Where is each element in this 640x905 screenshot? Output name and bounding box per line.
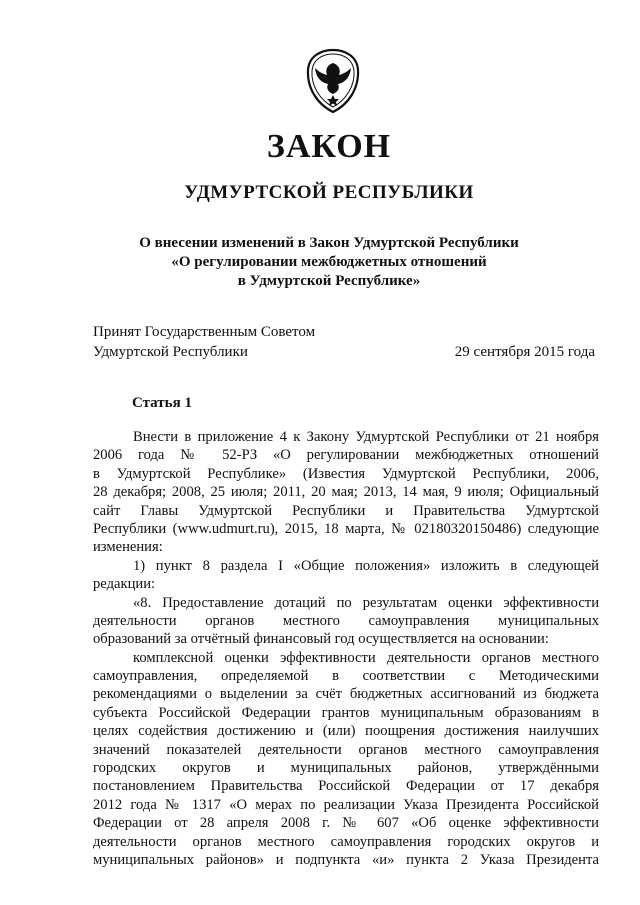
body-line: сайт Главы Удмуртской Республики и Правительства Удмуртской	[93, 502, 599, 519]
law-name	[0, 234, 640, 291]
law-name-line-2: «О регулировании межбюджетных отношений	[171, 254, 487, 270]
body-line: «8. Предоставление дотаций по результатам оценки эффективности	[133, 594, 599, 611]
body-line: муниципальных районов» и подпункта «и» пункта 2 Указа Президента	[93, 851, 599, 868]
body-line: рекомендациями о выделении за счёт бюджетных ассигнований из бюджета	[93, 686, 599, 703]
adopted-by-line-1: Принят Государственным Советом	[93, 324, 316, 340]
body-line: Федерации от 28 апреля 2008 г. № 607 «Об оценке эффективности	[93, 815, 599, 832]
article-body	[93, 428, 599, 869]
adoption-date: 29 сентября 2015 года	[454, 344, 595, 360]
body-line: деятельности органов местного самоуправления городских округов и	[93, 833, 599, 850]
body-line: Республики (www.udmurt.ru), 2015, 18 марта, № 02180320150486) следующие	[93, 520, 599, 537]
body-line: комплексной оценки эффективности деятельности органов местного	[133, 649, 599, 666]
body-line: образований за отчётный финансовый год осуществляется на основании:	[93, 631, 549, 648]
body-line: Внести в приложение 4 к Закону Удмуртской Республики от 21 ноября	[133, 429, 599, 445]
body-line: 2012 года № 1317 «О мерах по реализации Указа Президента Российской	[93, 796, 599, 813]
document-title: ЗАКОН	[266, 128, 392, 165]
body-line: значений показателей деятельности органов местного самоуправления	[93, 741, 599, 758]
body-line: 1) пункт 8 раздела I «Общие положения» изложить в следующей	[133, 557, 599, 574]
adoption-block	[93, 322, 595, 362]
body-line: субъекта Российской Федерации грантов муниципальным образованиям в	[93, 704, 599, 721]
coat-of-arms-icon	[305, 48, 361, 114]
adopted-by-line-2: Удмуртской Республики	[93, 344, 248, 360]
body-line: редакции:	[93, 576, 156, 593]
body-line: городских округов и муниципальных районов, утверждёнными	[93, 760, 599, 777]
body-line: постановлением Правительства Российской Федерации от 17 декабря	[93, 778, 599, 795]
law-name-line-1: О внесении изменений в Закон Удмуртской Республики	[139, 235, 519, 251]
body-line: целях содействия достижению и (или) поощрения достижения наилучших	[93, 723, 599, 740]
document-subtitle: УДМУРТСКОЙ РЕСПУБЛИКИ	[184, 182, 474, 203]
adopted-row	[93, 342, 595, 362]
body-line: деятельности органов местного самоуправления муниципальных	[93, 612, 599, 629]
body-line: 28 декабря; 2008, 25 июля; 2011, 20 мая; 2013, 14 мая, 9 июля; Официальный	[93, 484, 599, 501]
body-line: изменения:	[93, 539, 163, 556]
law-name-line-3: в Удмуртской Республике»	[237, 273, 421, 289]
body-line: в Удмуртской Республике» (Известия Удмуртской Республики, 2006,	[93, 465, 599, 482]
body-line: самоуправления, определяемой в соответствии с Методическими	[93, 668, 599, 685]
body-line: 2006 года № 52-РЗ «О регулировании межбюджетных отношений	[93, 447, 599, 464]
article-heading: Статья 1	[132, 395, 192, 411]
